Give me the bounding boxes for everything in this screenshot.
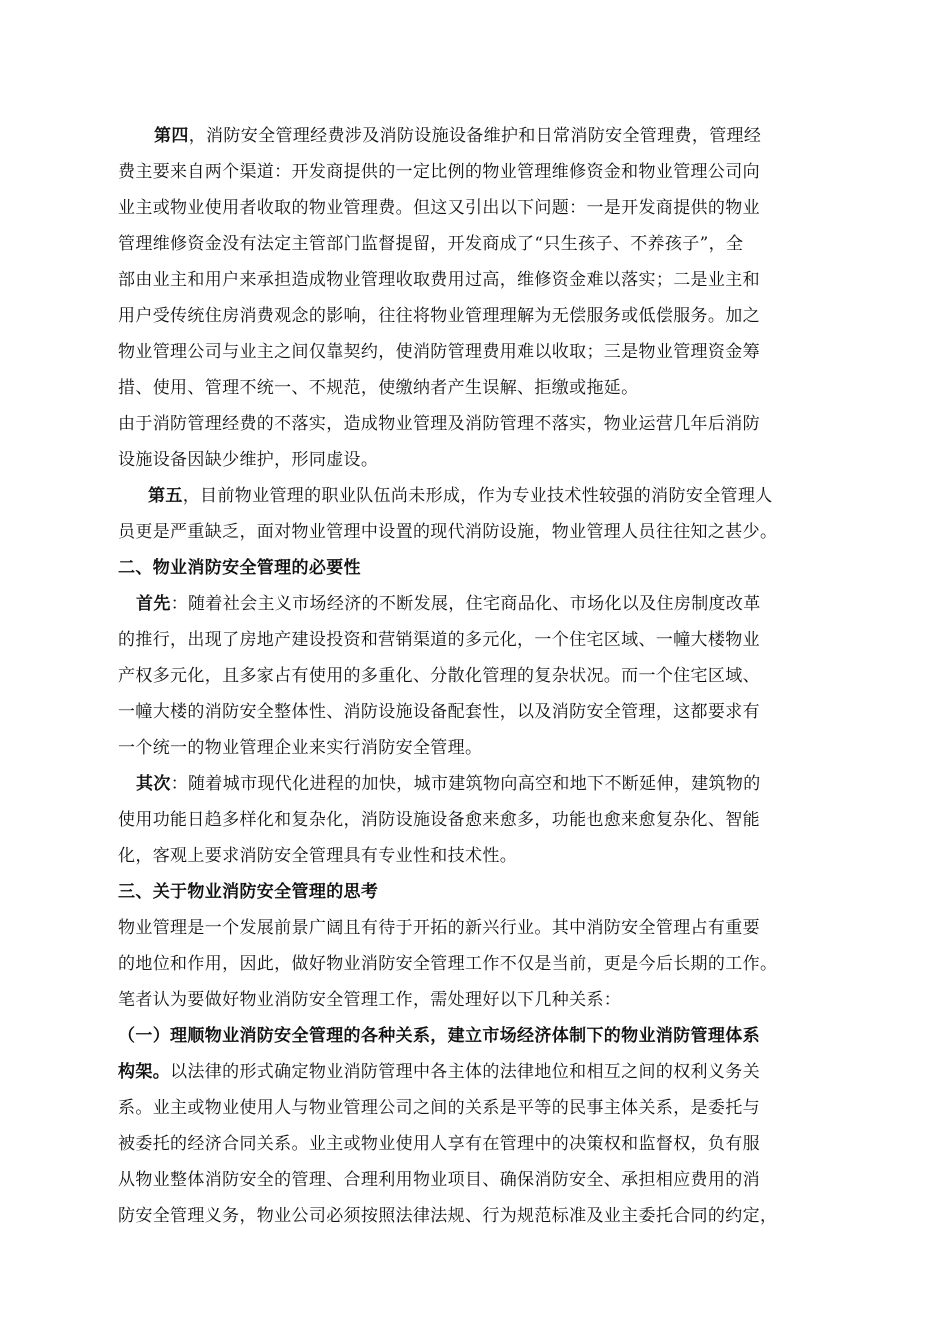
paragraph-fourth-line: 用户受传统住房消费观念的影响，往往将物业管理理解为无偿服务或低偿服务。加之	[118, 306, 760, 326]
paragraph-fifth-line-1	[118, 478, 832, 514]
paragraph-fourth-line: 业主或物业使用者收取的物业管理费。但这又引出以下问题：一是开发商提供的物业	[118, 198, 760, 218]
subsection-heading-1-end: 构架。	[118, 1062, 171, 1082]
subsection-1-line-2	[118, 1054, 832, 1090]
paragraph-intro-line: 笔者认为要做好物业消防安全管理工作，需处理好以下几种关系：	[118, 990, 622, 1010]
text: 以法律的形式确定物业消防管理中各主体的法律地位和相互之间的权利义务关	[170, 1062, 760, 1082]
fifth-lead: 第五	[148, 486, 183, 506]
subsection-heading-1: （一）理顺物业消防安全管理的各种关系，建立市场经济体制下的物业消防管理体系	[118, 1026, 760, 1046]
paragraph-first-line: 的推行，出现了房地产建设投资和营销渠道的多元化，一个住宅区域、一幢大楼物业	[118, 630, 760, 650]
subsection-1-line: 从物业整体消防安全的管理、合理利用物业项目、确保消防安全、承担相应费用的消	[118, 1170, 760, 1190]
second-lead: 其次	[136, 774, 171, 794]
section-heading-3: 三、关于物业消防安全管理的思考	[118, 882, 379, 902]
subsection-1-line: 被委托的经济合同关系。业主或物业使用人享有在管理中的决策权和监督权，负有服	[118, 1134, 760, 1154]
paragraph-second-line-1	[118, 766, 832, 802]
paragraph-fourth-line-1	[118, 118, 832, 154]
paragraph-first-line: 一幢大楼的消防安全整体性、消防设施设备配套性，以及消防安全管理，这都要求有	[118, 702, 760, 722]
paragraph-fourth-line: 物业管理公司与业主之间仅靠契约，使消防管理费用难以收取；三是物业管理资金筹	[118, 342, 760, 362]
paragraph-fourth-line: 费主要来自两个渠道：开发商提供的一定比例的物业管理维修资金和物业管理公司向	[118, 162, 760, 182]
paragraph-fourth-line: 部由业主和用户来承担造成物业管理收取费用过高，维修资金难以落实；二是业主和	[118, 270, 760, 290]
paragraph-first-line: 一个统一的物业管理企业来实行消防安全管理。	[118, 738, 483, 758]
subsection-1-line: 系。业主或物业使用人与物业管理公司之间的关系是平等的民事主体关系，是委托与	[118, 1098, 760, 1118]
first-lead: 首先	[136, 594, 171, 614]
text: ：随着城市现代化进程的加快，城市建筑物向高空和地下不断延伸，建筑物的	[170, 774, 761, 794]
paragraph-intro-line: 的地位和作用，因此，做好物业消防安全管理工作不仅是当前，更是今后长期的工作。	[118, 954, 778, 974]
paragraph-first-line-1	[118, 586, 832, 622]
text: ：随着社会主义市场经济的不断发展，住宅商品化、市场化以及住房制度改革	[170, 594, 761, 614]
paragraph-second-line: 使用功能日趋多样化和复杂化，消防设施设备愈来愈多，功能也愈来愈复杂化、智能	[118, 810, 760, 830]
paragraph-fourth-line: 管理维修资金没有法定主管部门监督提留，开发商成了“只生孩子、不养孩子”，全	[118, 234, 744, 254]
paragraph-first-line: 产权多元化，且多家占有使用的多重化、分散化管理的复杂状况。而一个住宅区域、	[118, 666, 760, 686]
paragraph-second-line: 化，客观上要求消防安全管理具有专业性和技术性。	[118, 846, 518, 866]
section-heading-2: 二、物业消防安全管理的必要性	[118, 558, 361, 578]
fourth-lead: 第四	[154, 126, 189, 146]
text: ，目前物业管理的职业队伍尚未形成，作为专业技术性较强的消防安全管理人	[182, 486, 773, 506]
paragraph-fifth-line: 员更是严重缺乏，面对物业管理中设置的现代消防设施，物业管理人员往往知之甚少。	[118, 522, 778, 542]
text: ，消防安全管理经费涉及消防设施设备维护和日常消防安全管理费，管理经	[188, 126, 762, 146]
paragraph-funding-line: 设施设备因缺少维护，形同虚设。	[118, 450, 379, 470]
paragraph-intro-line: 物业管理是一个发展前景广阔且有待于开拓的新兴行业。其中消防安全管理占有重要	[118, 918, 760, 938]
document-page	[118, 118, 832, 1234]
paragraph-fourth-line: 措、使用、管理不统一、不规范，使缴纳者产生误解、拒缴或拖延。	[118, 378, 639, 398]
paragraph-funding-line: 由于消防管理经费的不落实，造成物业管理及消防管理不落实，物业运营几年后消防	[118, 414, 760, 434]
subsection-1-line: 防安全管理义务，物业公司必须按照法律法规、行为规范标准及业主委托合同的约定，	[118, 1206, 778, 1226]
